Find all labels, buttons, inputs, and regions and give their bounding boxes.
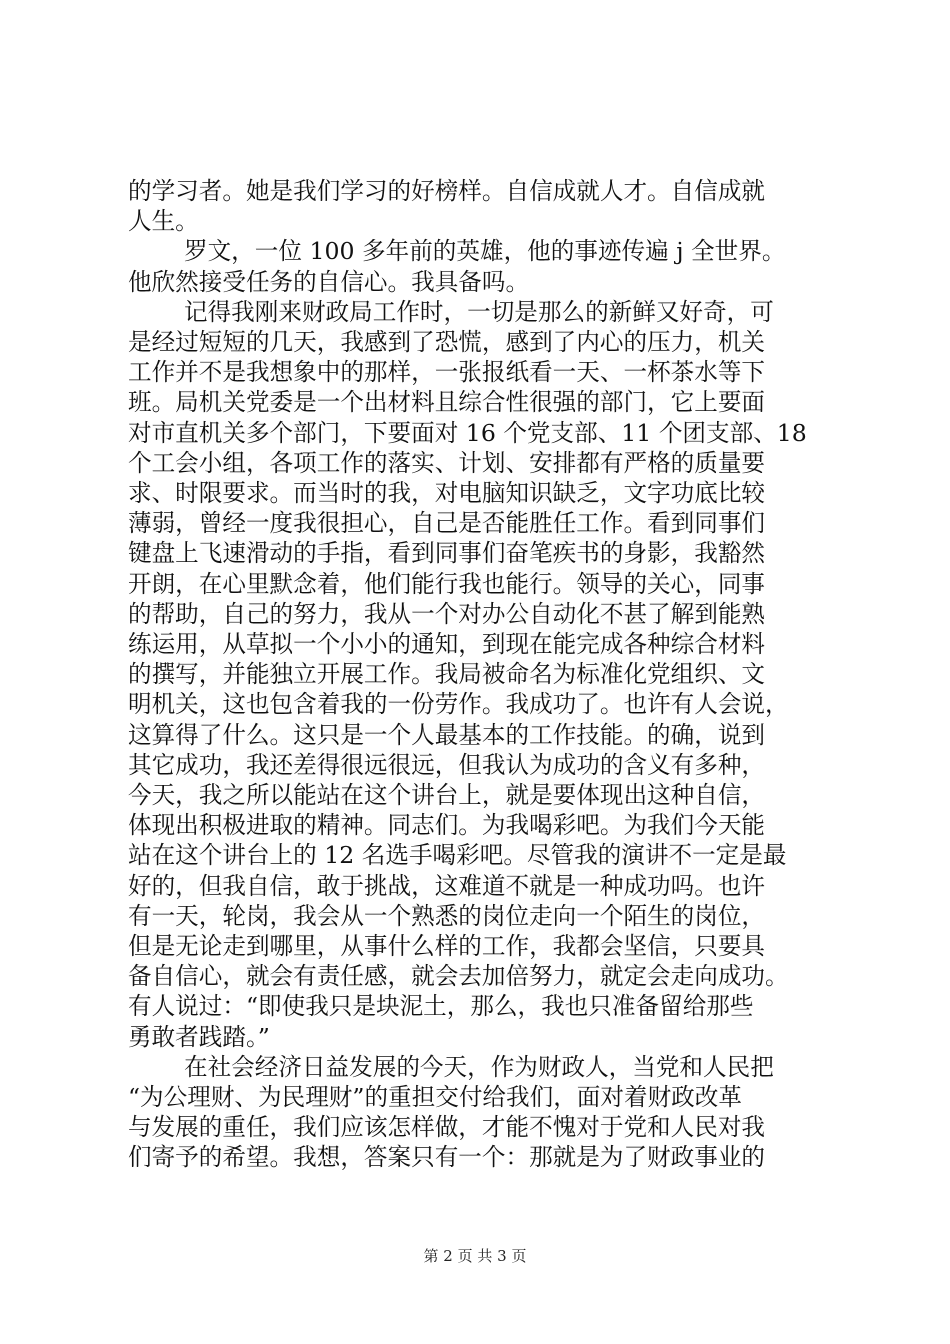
text-line: 对市直机关多个部门，下要面对 16 个党支部、11 个团支部、18 (128, 418, 807, 447)
text-line: 但是无论走到哪里，从事什么样的工作，我都会坚信，只要具 (128, 932, 766, 960)
text-line: 是经过短短的几天，我感到了恐慌，感到了内心的压力，机关 (128, 328, 766, 356)
text-line: 记得我刚来财政局工作时，一切是那么的新鲜又好奇，可 (184, 297, 774, 326)
text-line: 练运用，从草拟一个小小的通知，到现在能完成各种综合材料 (128, 630, 766, 658)
text-line: 键盘上飞速滑动的手指，看到同事们奋笔疾书的身影，我豁然 (128, 539, 766, 568)
text-line: 勇敢者践踏。” (128, 1022, 270, 1051)
text-line: 这算得了什么。这只是一个人最基本的工作技能。的确，说到 (128, 720, 766, 749)
text-line: 好的，但我自信，敢于挑战，这难道不就是一种成功吗。也许 (128, 871, 766, 900)
text-line: 人生。 (128, 207, 199, 236)
text-line: 薄弱，曾经一度我很担心，自己是否能胜任工作。看到同事们 (128, 509, 766, 538)
text-line: 与发展的重任，我们应该怎样做，才能不愧对于党和人民对我 (128, 1113, 766, 1142)
text-line: 的学习者。她是我们学习的好榜样。自信成就人才。自信成就 (128, 177, 766, 205)
text-line: “为公理财、为民理财”的重担交付给我们，面对着财政改革 (128, 1083, 742, 1111)
text-line: 在社会经济日益发展的今天，作为财政人，当党和人民把 (184, 1052, 774, 1081)
text-line: 工作并不是我想象中的那样，一张报纸看一天、一杯茶水等下 (128, 358, 766, 387)
text-line: 站在这个讲台上的 12 名选手喝彩吧。尽管我的演讲不一定是最 (128, 841, 787, 870)
text-line: 班。局机关党委是一个出材料且综合性很强的部门，它上要面 (128, 388, 766, 417)
text-line: 体现出积极进取的精神。同志们。为我喝彩吧。为我们今天能 (128, 811, 766, 840)
text-line: 求、时限要求。而当时的我，对电脑知识缺乏，文字功底比较 (128, 479, 766, 507)
page-footer: 第 2 页 共 3 页 (423, 1247, 527, 1265)
text-line: 罗文，一位 100 多年前的英雄，他的事迹传遍 j 全世界。 (184, 237, 786, 266)
text-line: 个工会小组，各项工作的落实、计划、安排都有严格的质量要 (128, 448, 766, 477)
text-line: 的撰写，并能独立开展工作。我局被命名为标准化党组织、文 (128, 660, 766, 689)
text-line: 其它成功，我还差得很远很远，但我认为成功的含义有多种， (128, 750, 766, 779)
text-line: 明机关，这也包含着我的一份劳作。我成功了。也许有人会说， (128, 690, 789, 719)
text-line: 们寄予的希望。我想，答案只有一个：那就是为了财政事业的 (128, 1143, 766, 1172)
text-line: 今天，我之所以能站在这个讲台上，就是要体现出这种自信， (128, 781, 766, 809)
text-line: 有人说过：“即使我只是块泥土，那么，我也只准备留给那些 (128, 992, 754, 1021)
text-line: 备自信心，就会有责任感，就会去加倍努力，就定会走向成功。 (128, 962, 789, 991)
text-line: 开朗，在心里默念着，他们能行我也能行。领导的关心，同事 (128, 569, 766, 598)
text-line: 有一天，轮岗，我会从一个熟悉的岗位走向一个陌生的岗位， (128, 901, 766, 930)
text-line: 的帮助，自己的努力，我从一个对办公自动化不甚了解到能熟 (128, 599, 766, 628)
text-line: 他欣然接受任务的自信心。我具备吗。 (128, 267, 530, 296)
